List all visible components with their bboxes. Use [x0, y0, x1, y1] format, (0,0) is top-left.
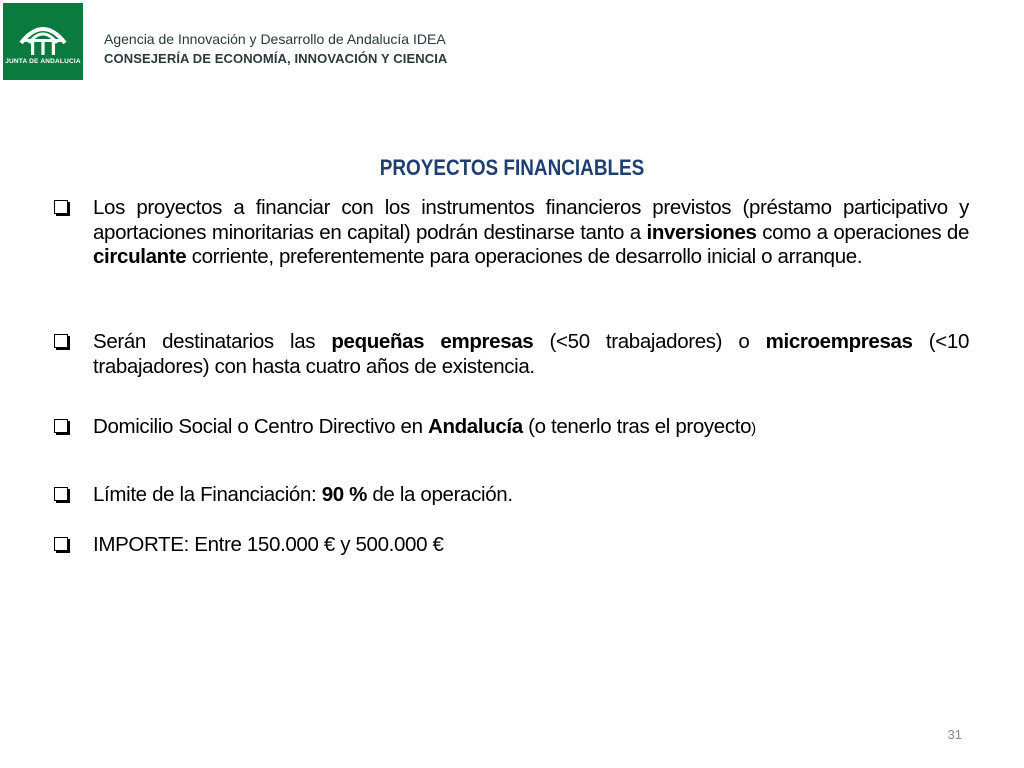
checkbox-bullet-icon: [54, 537, 68, 551]
slide-title: PROYECTOS FINANCIABLES: [379, 155, 645, 180]
bullet-text: Domicilio Social o Centro Directivo en Andalucía (o tenerlo tras el proyecto): [93, 415, 756, 438]
page-number: 31: [947, 727, 962, 742]
bullet-text: Serán destinatarios las pequeñas empresas (<50 trabajadores) o microempresas (<10 trabajadores) con hasta cuatro años de existencia.: [93, 330, 969, 378]
logo: [3, 3, 83, 80]
checkbox-bullet-icon: [54, 200, 68, 214]
bullet-text: IMPORTE: Entre 150.000 € y 500.000 €: [93, 533, 444, 556]
agency-name: Agencia de Innovación y Desarrollo de Andalucía IDEA: [104, 31, 446, 47]
department-name: CONSEJERÍA DE ECONOMÍA, INNOVACIÓN Y CIENCIA: [104, 51, 448, 66]
junta-de-andalucia-logo-icon: [13, 13, 73, 57]
checkbox-bullet-icon: [54, 419, 68, 433]
logo-caption: JUNTA DE ANDALUCIA: [5, 58, 81, 65]
checkbox-bullet-icon: [54, 487, 68, 501]
bullet-text: Los proyectos a financiar con los instrumentos financieros previstos (préstamo participativo y aportaciones minoritarias en capital) podrán destinarse tanto a inversiones como a operaciones de circulante corriente, preferentemente para operaciones de desarrollo inicial o arranque.: [93, 196, 969, 268]
checkbox-bullet-icon: [54, 334, 68, 348]
agency-header: [104, 30, 447, 68]
bullet-text: Límite de la Financiación: 90 % de la operación.: [93, 483, 513, 506]
